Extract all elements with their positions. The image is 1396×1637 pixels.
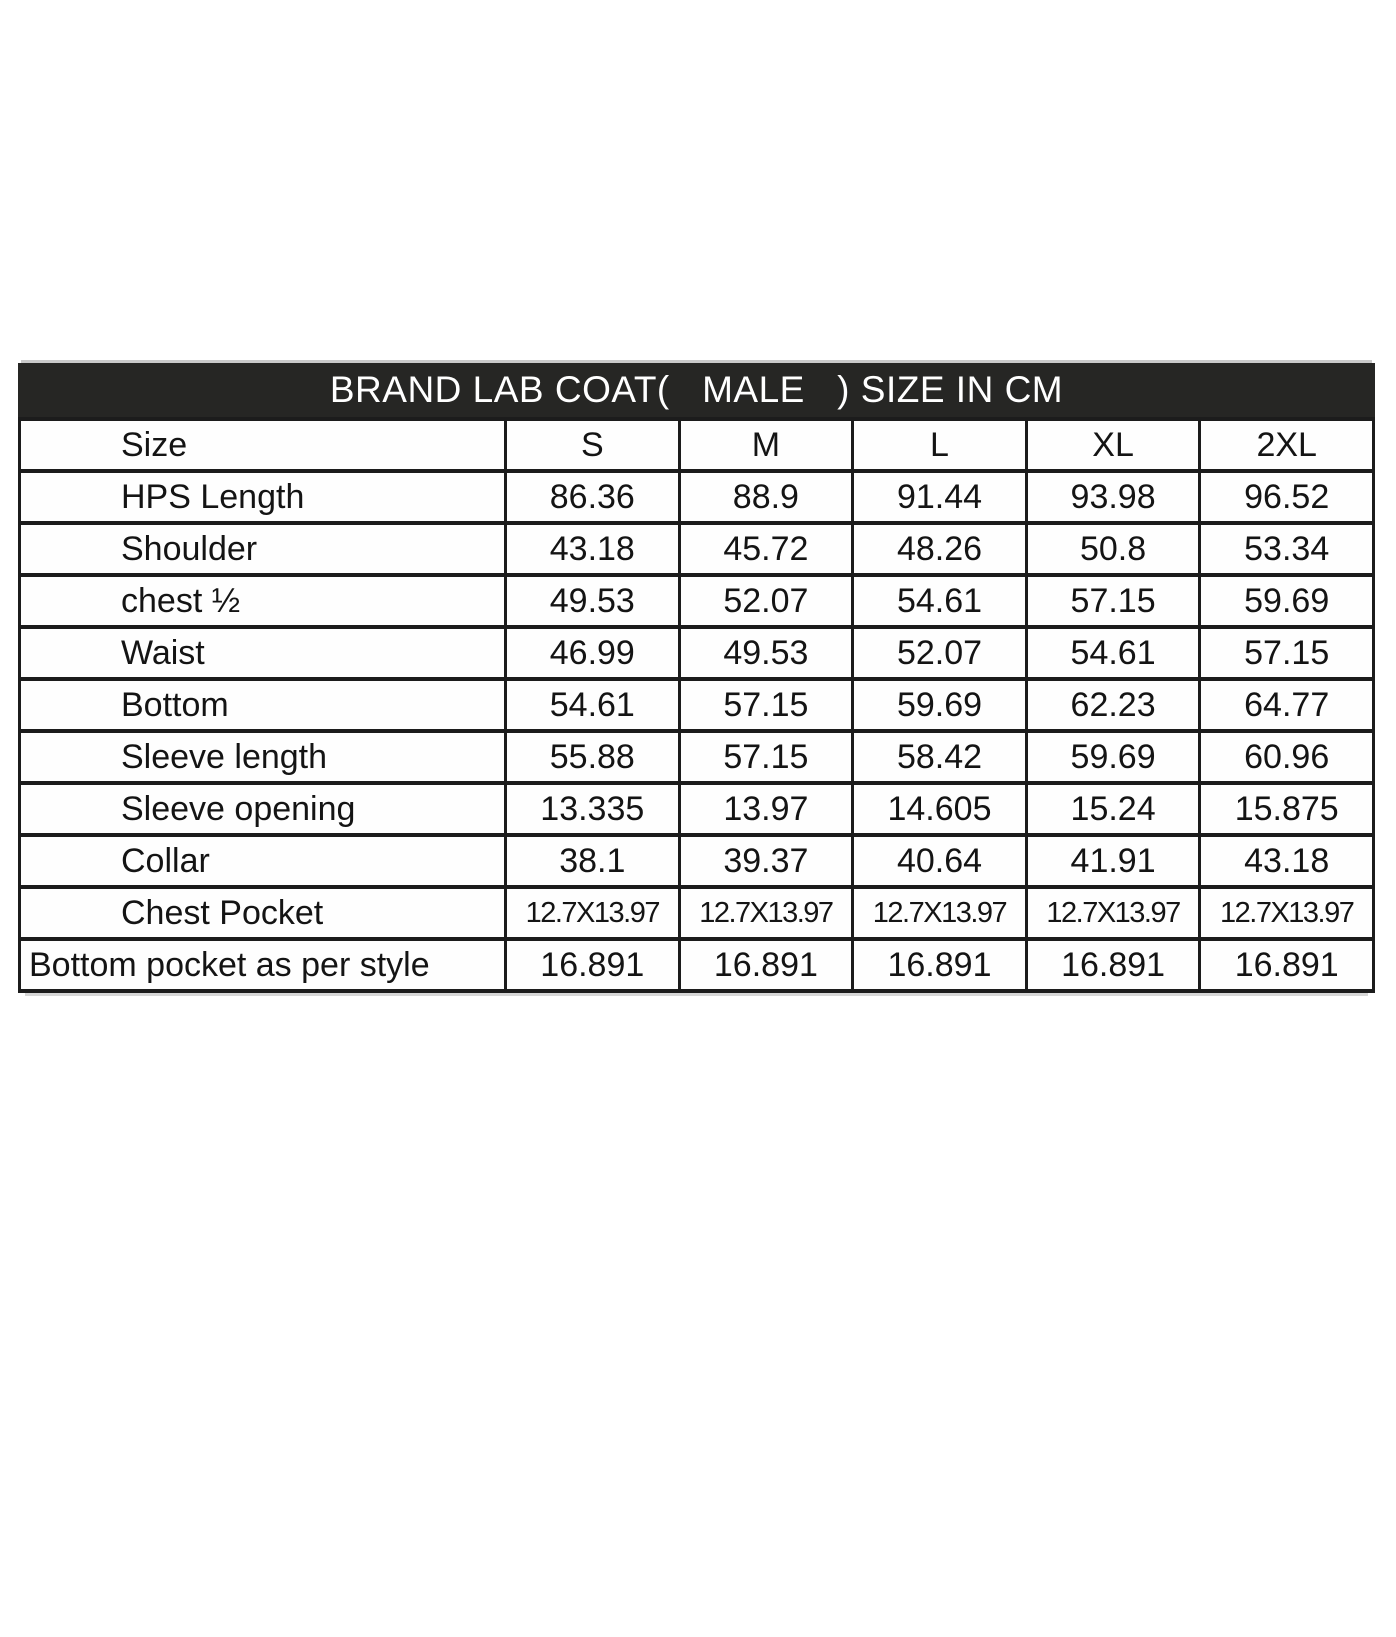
cell: 49.53 (679, 627, 853, 679)
cell: 53.34 (1200, 523, 1374, 575)
row-label-header: Size (20, 419, 506, 471)
table-row (20, 523, 1374, 575)
row-label: HPS Length (20, 471, 506, 523)
cell: 16.891 (1200, 939, 1374, 991)
cell: 96.52 (1200, 471, 1374, 523)
column-header: M (679, 419, 853, 471)
cell: 46.99 (506, 627, 680, 679)
size-table (18, 417, 1375, 993)
cell: 57.15 (679, 679, 853, 731)
cell: 16.891 (679, 939, 853, 991)
cell: 14.605 (853, 783, 1027, 835)
cell: 54.61 (853, 575, 1027, 627)
table-row (20, 887, 1374, 939)
cell: 45.72 (679, 523, 853, 575)
cell: 52.07 (853, 627, 1027, 679)
table-title: BRAND LAB COAT( MALE ) SIZE IN CM (329, 369, 1064, 410)
cell: 15.875 (1200, 783, 1374, 835)
row-label: Chest Pocket (20, 887, 506, 939)
cell: 52.07 (679, 575, 853, 627)
cell: 86.36 (506, 471, 680, 523)
table-row (20, 575, 1374, 627)
column-header: S (506, 419, 680, 471)
table-row (20, 731, 1374, 783)
cell: 62.23 (1026, 679, 1200, 731)
row-label: Collar (20, 835, 506, 887)
table-row (20, 783, 1374, 835)
cell: 12.7X13.97 (1026, 887, 1200, 939)
size-chart (18, 363, 1375, 993)
table-title-bar (18, 363, 1375, 417)
cell: 16.891 (506, 939, 680, 991)
cell: 93.98 (1026, 471, 1200, 523)
cell: 41.91 (1026, 835, 1200, 887)
row-label: Shoulder (20, 523, 506, 575)
row-label: Sleeve opening (20, 783, 506, 835)
table-row (20, 471, 1374, 523)
cell: 43.18 (506, 523, 680, 575)
cell: 57.15 (1026, 575, 1200, 627)
table-body (20, 471, 1374, 991)
cell: 12.7X13.97 (853, 887, 1027, 939)
table-row (20, 679, 1374, 731)
cell: 43.18 (1200, 835, 1374, 887)
column-header: XL (1026, 419, 1200, 471)
cell: 64.77 (1200, 679, 1374, 731)
row-label: Waist (20, 627, 506, 679)
table-row (20, 939, 1374, 991)
row-label: Sleeve length (20, 731, 506, 783)
table-row (20, 627, 1374, 679)
cell: 12.7X13.97 (679, 887, 853, 939)
cell: 12.7X13.97 (1200, 887, 1374, 939)
cell: 50.8 (1026, 523, 1200, 575)
cell: 48.26 (853, 523, 1027, 575)
column-header: L (853, 419, 1027, 471)
cell: 88.9 (679, 471, 853, 523)
cell: 59.69 (853, 679, 1027, 731)
column-header: 2XL (1200, 419, 1374, 471)
table-row (20, 835, 1374, 887)
header-row (20, 419, 1374, 471)
cell: 16.891 (853, 939, 1027, 991)
cell: 12.7X13.97 (506, 887, 680, 939)
cell: 13.335 (506, 783, 680, 835)
cell: 59.69 (1200, 575, 1374, 627)
cell: 59.69 (1026, 731, 1200, 783)
cell: 16.891 (1026, 939, 1200, 991)
cell: 55.88 (506, 731, 680, 783)
cell: 39.37 (679, 835, 853, 887)
cell: 15.24 (1026, 783, 1200, 835)
cell: 91.44 (853, 471, 1027, 523)
row-label: Bottom pocket as per style (20, 939, 506, 991)
cell: 58.42 (853, 731, 1027, 783)
cell: 54.61 (506, 679, 680, 731)
cell: 38.1 (506, 835, 680, 887)
cell: 40.64 (853, 835, 1027, 887)
cell: 57.15 (1200, 627, 1374, 679)
cell: 57.15 (679, 731, 853, 783)
cell: 54.61 (1026, 627, 1200, 679)
row-label: chest ½ (20, 575, 506, 627)
cell: 49.53 (506, 575, 680, 627)
row-label: Bottom (20, 679, 506, 731)
cell: 13.97 (679, 783, 853, 835)
cell: 60.96 (1200, 731, 1374, 783)
